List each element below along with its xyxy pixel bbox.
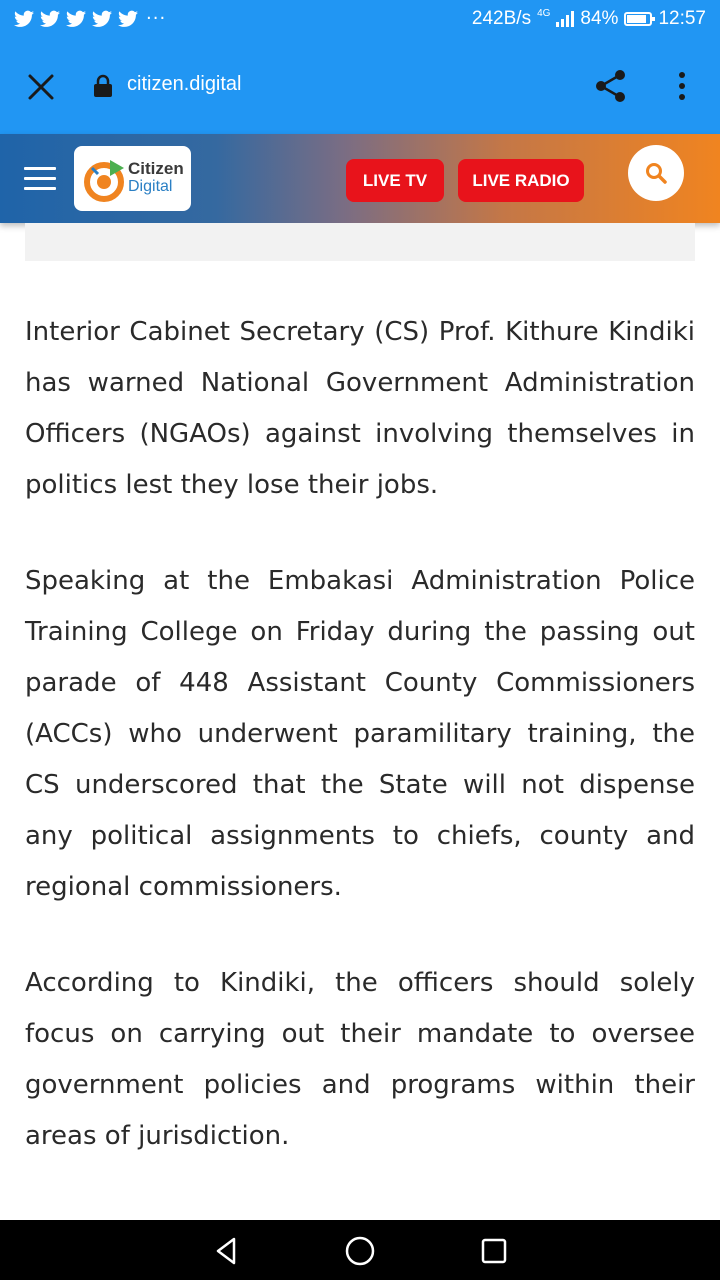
more-notifications: ··· [146,8,167,29]
site-logo[interactable] [74,146,191,211]
system-nav-bar [0,1220,720,1280]
more-vert-icon[interactable] [670,66,694,106]
twitter-icon [92,10,112,28]
twitter-icon [118,10,138,28]
network-type: 4G [537,7,551,19]
notification-icons [14,8,166,29]
home-icon[interactable] [344,1235,376,1267]
citizen-logo-mark [84,158,128,202]
recent-apps-icon[interactable] [480,1237,508,1265]
site-header [0,134,720,223]
battery-percent: 84% [580,8,619,29]
search-button[interactable] [628,145,684,201]
status-bar [0,0,720,42]
live-radio-button[interactable]: LIVE RADIO [458,159,584,202]
status-indicators [472,8,706,30]
article-paragraph: Interior Cabinet Secretary (CS) Prof. Kithure Kindiki has warned National Government Administration Officers (NGAOs) against involving themselves in politics lest they lose their jobs. [25,317,695,500]
close-icon[interactable] [22,68,60,106]
network-speed: 242B/s [471,8,532,29]
clock: 12:57 [658,8,706,29]
url-text[interactable]: citizen.digital [127,73,242,95]
article-paragraph: According to Kindiki, the officers should solely focus on carrying out their mandate to oversee government policies and programs within their areas of jurisdiction. [25,968,695,1151]
media-placeholder [25,223,695,261]
live-tv-button[interactable]: LIVE TV [346,159,444,202]
article-body [25,307,695,1207]
twitter-icon [66,10,86,28]
search-icon [644,161,668,185]
browser-toolbar [0,42,720,134]
back-icon[interactable] [212,1236,242,1266]
share-icon[interactable] [592,66,630,106]
signal-icon [556,11,574,27]
battery-icon [624,12,652,26]
logo-text [128,160,184,196]
hamburger-menu-icon[interactable] [24,167,56,191]
lock-icon [92,74,114,98]
twitter-icon [40,10,60,28]
logo-line-citizen: Citizen [128,159,184,178]
twitter-icon [14,10,34,28]
article-paragraph: Speaking at the Embakasi Administration Police Training College on Friday during the passing out parade of 448 Assistant County Commissioners (ACCs) who underwent paramilitary training, the CS underscored that the State will not dispense any political assignments to chiefs, county and regional commissioners. [25,566,695,902]
logo-line-digital: Digital [128,178,173,195]
